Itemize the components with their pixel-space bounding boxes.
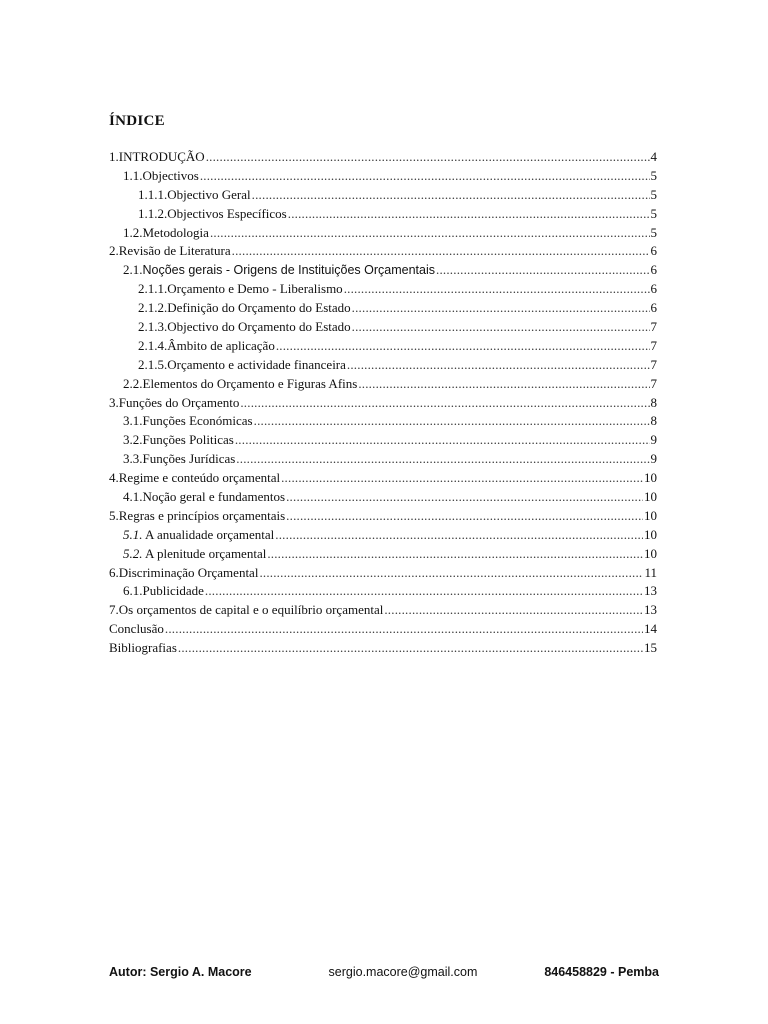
toc-dot-leader bbox=[358, 375, 649, 394]
toc-dot-leader bbox=[205, 582, 643, 601]
toc-entry-number: 3.1. bbox=[123, 413, 143, 429]
toc-entry-page: 7 bbox=[650, 375, 657, 391]
toc-entry[interactable] bbox=[109, 186, 657, 205]
toc-heading: ÍNDICE bbox=[109, 113, 165, 129]
toc-entry-page: 5 bbox=[650, 186, 657, 202]
toc-entry-page: 5 bbox=[650, 224, 657, 240]
toc-entry-page: 9 bbox=[650, 432, 657, 448]
toc-entry[interactable] bbox=[109, 337, 657, 356]
toc-entry-number: 6.1. bbox=[123, 583, 143, 599]
toc-entry-text: Os orçamentos de capital e o equilíbrio orçamental bbox=[118, 602, 384, 618]
toc-entry-title bbox=[123, 488, 285, 507]
toc-entry[interactable] bbox=[109, 450, 657, 469]
toc-entry-title bbox=[123, 582, 204, 601]
toc-entry-page: 6 bbox=[650, 281, 657, 297]
toc-entry[interactable] bbox=[109, 205, 657, 224]
toc-entry-text: Âmbito de aplicação bbox=[167, 337, 275, 353]
toc-entry-page: 6 bbox=[650, 262, 657, 278]
toc-entry-number: 3.2. bbox=[123, 432, 143, 448]
toc-entry-page: 7 bbox=[650, 319, 657, 335]
toc-entry-text: A plenitude orçamental bbox=[142, 545, 267, 561]
toc-entry[interactable] bbox=[109, 545, 657, 564]
toc-entry-text: Objectivo Geral bbox=[167, 186, 251, 202]
toc-entry[interactable] bbox=[109, 469, 657, 488]
toc-entry-title bbox=[138, 356, 346, 375]
toc-entry-page: 10 bbox=[644, 489, 657, 505]
toc-entry-title bbox=[109, 469, 280, 488]
toc-entry-text: Regras e princípios orçamentais bbox=[118, 507, 286, 523]
toc-entry-number: 4.1. bbox=[123, 489, 143, 505]
toc-entry-title bbox=[123, 167, 199, 186]
toc-dot-leader bbox=[384, 601, 643, 620]
toc-entry-title bbox=[109, 507, 285, 526]
toc-entry-number: 5.1. bbox=[123, 526, 143, 542]
toc-dot-leader bbox=[206, 148, 650, 167]
toc-dot-leader bbox=[235, 431, 650, 450]
toc-dot-leader bbox=[286, 488, 643, 507]
toc-entry-text: Funções do Orçamento bbox=[118, 394, 240, 410]
toc-dot-leader bbox=[210, 224, 650, 243]
toc-entry-page: 13 bbox=[644, 583, 657, 599]
toc-dot-leader bbox=[288, 205, 650, 224]
toc-entry-number: 1.1.2. bbox=[138, 205, 168, 221]
toc-entry-title bbox=[109, 601, 383, 620]
toc-dot-leader bbox=[200, 167, 650, 186]
toc-entry-text: Noções gerais - Origens de Instituições Orçamentais bbox=[142, 263, 435, 278]
toc-entry-text: Publicidade bbox=[142, 583, 204, 599]
toc-entry-text: Regime e conteúdo orçamental bbox=[118, 470, 281, 486]
toc-dot-leader bbox=[281, 469, 643, 488]
toc-entry-title bbox=[123, 261, 435, 280]
toc-entry-number: 2.2. bbox=[123, 375, 143, 391]
toc-entry[interactable] bbox=[109, 242, 657, 261]
toc-entry-page: 5 bbox=[650, 167, 657, 183]
toc-entry-title bbox=[123, 545, 266, 564]
toc-entry[interactable] bbox=[109, 299, 657, 318]
toc-entry-text: Funções Politicas bbox=[142, 432, 234, 448]
toc-entry[interactable] bbox=[109, 224, 657, 243]
toc-entry-text: Funções Económicas bbox=[142, 413, 253, 429]
toc-entry[interactable] bbox=[109, 375, 657, 394]
toc-entry-number: 3.3. bbox=[123, 451, 143, 467]
toc-entry[interactable] bbox=[109, 431, 657, 450]
toc-entry-title bbox=[138, 205, 287, 224]
toc-dot-leader bbox=[276, 337, 650, 356]
footer-contact: 846458829 - Pemba bbox=[544, 965, 659, 979]
toc-entry-number: 2.1.5. bbox=[138, 356, 168, 372]
toc-dot-leader bbox=[352, 318, 650, 337]
toc-entry-text: Definição do Orçamento do Estado bbox=[167, 300, 351, 316]
toc-entry-text: A anualidade orçamental bbox=[142, 526, 275, 542]
toc-entry-text: Objectivo do Orçamento do Estado bbox=[167, 319, 351, 335]
toc-entry-number: 1.1. bbox=[123, 167, 143, 183]
toc-entry-title bbox=[123, 450, 235, 469]
toc-entry-page: 14 bbox=[644, 621, 657, 637]
toc-dot-leader bbox=[252, 186, 650, 205]
toc-entry-title bbox=[109, 620, 164, 639]
footer-author: Autor: Sergio A. Macore bbox=[109, 965, 252, 979]
toc-entry-title bbox=[138, 186, 251, 205]
toc-entry-page: 10 bbox=[644, 470, 657, 486]
toc-entry-page: 6 bbox=[650, 243, 657, 259]
toc-entry[interactable] bbox=[109, 639, 657, 658]
toc-entry-page: 10 bbox=[644, 507, 657, 523]
toc-entry-number: 4. bbox=[109, 470, 119, 486]
toc-dot-leader bbox=[436, 261, 650, 280]
toc-entry-text: Conclusão bbox=[109, 621, 164, 637]
toc-entry-text: Bibliografias bbox=[109, 640, 177, 656]
toc-dot-leader bbox=[344, 280, 650, 299]
toc-entry-number: 2.1.1. bbox=[138, 281, 168, 297]
footer-email: sergio.macore@gmail.com bbox=[328, 965, 478, 979]
toc-entry[interactable] bbox=[109, 507, 657, 526]
toc-entry[interactable] bbox=[109, 280, 657, 299]
toc-entry-title bbox=[138, 280, 343, 299]
toc-entry-title bbox=[123, 412, 253, 431]
toc-entry-title bbox=[109, 148, 205, 167]
toc-dot-leader bbox=[236, 450, 649, 469]
toc-entry-text: Discriminação Orçamental bbox=[118, 564, 259, 580]
toc-entry-title bbox=[123, 431, 234, 450]
toc-entry-page: 10 bbox=[644, 526, 657, 542]
toc-entry-page: 10 bbox=[644, 545, 657, 561]
toc-entry-page: 11 bbox=[644, 564, 657, 580]
toc-entry-page: 15 bbox=[644, 640, 657, 656]
toc-entry[interactable] bbox=[109, 356, 657, 375]
toc-entry-number: 1. bbox=[109, 149, 119, 164]
toc-entry-title bbox=[123, 224, 209, 243]
toc-dot-leader bbox=[267, 545, 643, 564]
toc-dot-leader bbox=[286, 507, 643, 526]
toc-entry[interactable] bbox=[109, 394, 657, 413]
toc-entry[interactable] bbox=[109, 526, 657, 545]
toc-dot-leader bbox=[178, 639, 643, 658]
toc-entry-title bbox=[138, 337, 275, 356]
toc-entry-number: 2. bbox=[109, 243, 119, 259]
toc-entry-number: 1.2. bbox=[123, 224, 143, 240]
toc-entry-page: 9 bbox=[650, 451, 657, 467]
toc-entry-number: 2.1.2. bbox=[138, 300, 168, 316]
toc-entry-page: 7 bbox=[650, 337, 657, 353]
toc-entry-number: 2.1.4. bbox=[138, 337, 168, 353]
toc-entry[interactable] bbox=[109, 582, 657, 601]
toc-entry-number: 6. bbox=[109, 564, 119, 580]
toc-entry-text: Orçamento e actividade financeira bbox=[167, 356, 346, 372]
toc-dot-leader bbox=[275, 526, 643, 545]
toc-entry-page: 5 bbox=[650, 205, 657, 221]
toc-entry-number: 2.1.3. bbox=[138, 319, 168, 335]
toc-entry-page: 4 bbox=[650, 149, 657, 164]
toc-entry[interactable] bbox=[109, 318, 657, 337]
toc-entry-title bbox=[123, 526, 274, 545]
toc-entry[interactable] bbox=[109, 564, 657, 583]
toc-entry-number: 3. bbox=[109, 394, 119, 410]
toc-entry-text: Objectivos bbox=[142, 167, 199, 183]
toc-dot-leader bbox=[347, 356, 650, 375]
toc-entry-title bbox=[109, 394, 239, 413]
toc-dot-leader bbox=[165, 620, 643, 639]
toc-entry-title bbox=[109, 242, 231, 261]
toc-entry-number: 7. bbox=[109, 602, 119, 618]
toc-entry-text: Noção geral e fundamentos bbox=[142, 489, 286, 505]
toc-entry-number: 5.2. bbox=[123, 545, 143, 561]
toc-entry-title bbox=[138, 318, 351, 337]
toc-dot-leader bbox=[259, 564, 643, 583]
table-of-contents bbox=[109, 148, 657, 658]
toc-entry-title bbox=[123, 375, 357, 394]
toc-entry-title bbox=[138, 299, 351, 318]
toc-entry-page: 6 bbox=[650, 300, 657, 316]
toc-entry[interactable] bbox=[109, 167, 657, 186]
toc-entry[interactable] bbox=[109, 620, 657, 639]
toc-entry-title bbox=[109, 564, 258, 583]
toc-dot-leader bbox=[254, 412, 650, 431]
toc-entry-page: 8 bbox=[650, 413, 657, 429]
toc-entry-number: 2.1. bbox=[123, 262, 143, 278]
toc-dot-leader bbox=[240, 394, 649, 413]
toc-dot-leader bbox=[352, 299, 650, 318]
toc-entry-text: Elementos do Orçamento e Figuras Afins bbox=[142, 375, 358, 391]
toc-entry-text: Orçamento e Demo - Liberalismo bbox=[167, 281, 343, 297]
toc-entry-text: Revisão de Literatura bbox=[118, 243, 231, 259]
toc-entry-page: 8 bbox=[650, 394, 657, 410]
toc-entry-number: 5. bbox=[109, 507, 119, 523]
toc-entry[interactable] bbox=[109, 601, 657, 620]
toc-entry[interactable] bbox=[109, 412, 657, 431]
toc-entry-title bbox=[109, 639, 177, 658]
toc-entry[interactable] bbox=[109, 261, 657, 280]
toc-entry-page: 7 bbox=[650, 356, 657, 372]
toc-entry[interactable] bbox=[109, 148, 657, 167]
toc-entry-text: Metodologia bbox=[142, 224, 209, 240]
toc-entry-page: 13 bbox=[644, 602, 657, 618]
toc-entry-number: 1.1.1. bbox=[138, 186, 168, 202]
toc-entry-text: Funções Jurídicas bbox=[142, 451, 236, 467]
toc-entry[interactable] bbox=[109, 488, 657, 507]
page-footer bbox=[109, 965, 659, 979]
toc-dot-leader bbox=[232, 242, 650, 261]
toc-entry-text: INTRODUÇÃO bbox=[118, 149, 205, 164]
toc-entry-text: Objectivos Específicos bbox=[167, 205, 287, 221]
